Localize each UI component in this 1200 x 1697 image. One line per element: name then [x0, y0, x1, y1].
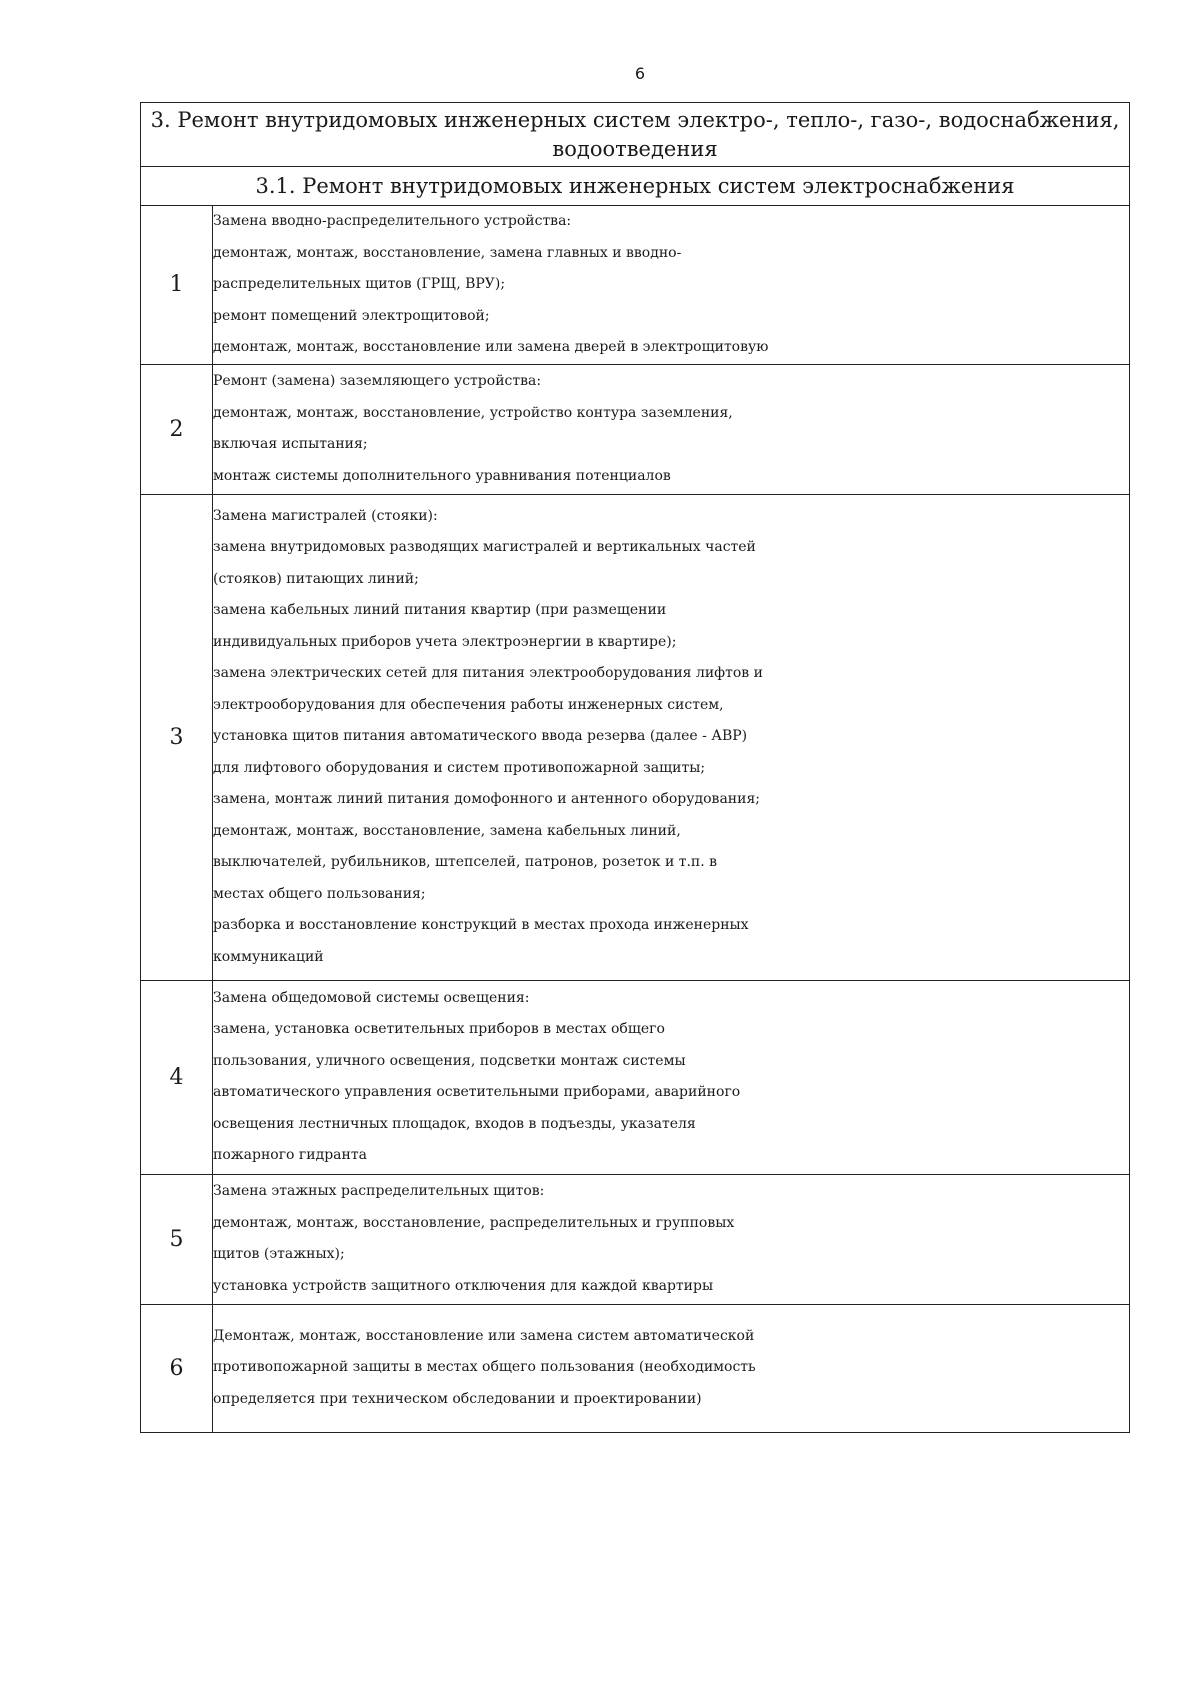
- content-line: пожарного гидранта: [213, 1147, 367, 1163]
- subsection-header-row: [141, 167, 1130, 206]
- table-row: [141, 364, 1130, 494]
- content-line: замена, установка осветительных приборов в местах общего: [213, 1021, 665, 1037]
- content-line: Замена магистралей (стояки):: [213, 507, 438, 524]
- row-number: 3: [141, 494, 213, 980]
- content-line: Демонтаж, монтаж, восстановление или замена систем автоматической: [213, 1327, 755, 1344]
- row-content: [213, 980, 1130, 1174]
- row-number: 2: [141, 364, 213, 494]
- page-number: 6: [634, 64, 646, 83]
- table-row: [141, 1174, 1130, 1304]
- content-line: демонтаж, монтаж, восстановление, замена главных и вводно-: [213, 244, 682, 261]
- content-line: замена внутридомовых разводящих магистралей и вертикальных частей: [213, 539, 756, 556]
- content-line: Ремонт (замена) заземляющего устройства:: [213, 373, 542, 389]
- content-line: распределительных щитов (ГРЩ, ВРУ);: [213, 276, 506, 292]
- content-line: пользования, уличного освещения, подсветки монтаж системы: [213, 1052, 686, 1069]
- row-content: [213, 364, 1130, 494]
- content-line: местах общего пользования;: [213, 885, 426, 902]
- repair-works-table: [140, 102, 1130, 1433]
- content-line: автоматического управления осветительными приборами, аварийного: [213, 1084, 741, 1100]
- section-header-row: [141, 103, 1130, 167]
- content-line: демонтаж, монтаж, восстановление, замена кабельных линий,: [213, 822, 681, 839]
- content-line: определяется при техническом обследовании и проектировании): [213, 1390, 702, 1407]
- table-row: [141, 494, 1130, 980]
- content-line: включая испытания;: [213, 436, 368, 452]
- row-content: [213, 206, 1130, 365]
- content-line: замена, монтаж линий питания домофонного и антенного оборудования;: [213, 791, 760, 808]
- content-line: противопожарной защиты в местах общего пользования (необходимость: [213, 1359, 756, 1376]
- content-line: замена кабельных линий питания квартир (при размещении: [213, 602, 667, 619]
- table-row: [141, 206, 1130, 365]
- row-content: [213, 494, 1130, 980]
- content-line: Замена вводно-распределительного устройства:: [213, 213, 572, 229]
- content-line: Замена этажных распределительных щитов:: [213, 1183, 545, 1199]
- content-line: ремонт помещений электрощитовой;: [213, 307, 490, 324]
- row-number: 1: [141, 206, 213, 365]
- content-line: Замена общедомовой системы освещения:: [213, 989, 530, 1006]
- content-line: щитов (этажных);: [213, 1246, 345, 1262]
- content-line: демонтаж, монтаж, восстановление или замена дверей в электрощитовую: [213, 339, 769, 355]
- content-line: для лифтового оборудования и систем противопожарной защиты;: [213, 759, 706, 776]
- content-line: установка щитов питания автоматического ввода резерва (далее - АВР): [213, 728, 748, 745]
- content-line: коммуникаций: [213, 948, 324, 965]
- content-line: индивидуальных приборов учета электроэнергии в квартире);: [213, 633, 677, 650]
- section-title: 3. Ремонт внутридомовых инженерных систем электро-, тепло-, газо-, водоснабжения, водоотведения: [141, 103, 1130, 167]
- content-line: замена электрических сетей для питания электрооборудования лифтов и: [213, 665, 763, 682]
- content-line: установка устройств защитного отключения для каждой квартиры: [213, 1277, 714, 1294]
- content-line: освещения лестничных площадок, входов в подъезды, указателя: [213, 1115, 696, 1132]
- subsection-title: 3.1. Ремонт внутридомовых инженерных систем электроснабжения: [141, 167, 1130, 206]
- content-line: демонтаж, монтаж, восстановление, распределительных и групповых: [213, 1214, 735, 1231]
- table-row: [141, 1304, 1130, 1432]
- content-line: разборка и восстановление конструкций в местах прохода инженерных: [213, 917, 749, 934]
- content-line: выключателей, рубильников, штепселей, патронов, розеток и т.п. в: [213, 854, 718, 871]
- row-content: [213, 1174, 1130, 1304]
- content-line: (стояков) питающих линий;: [213, 570, 419, 587]
- content-line: электрооборудования для обеспечения работы инженерных систем,: [213, 696, 724, 713]
- content-line: демонтаж, монтаж, восстановление, устройство контура заземления,: [213, 404, 733, 421]
- row-number: 5: [141, 1174, 213, 1304]
- row-number: 4: [141, 980, 213, 1174]
- row-number: 6: [141, 1304, 213, 1432]
- content-line: монтаж системы дополнительного уравнивания потенциалов: [213, 467, 671, 484]
- table-row: [141, 980, 1130, 1174]
- row-content: [213, 1304, 1130, 1432]
